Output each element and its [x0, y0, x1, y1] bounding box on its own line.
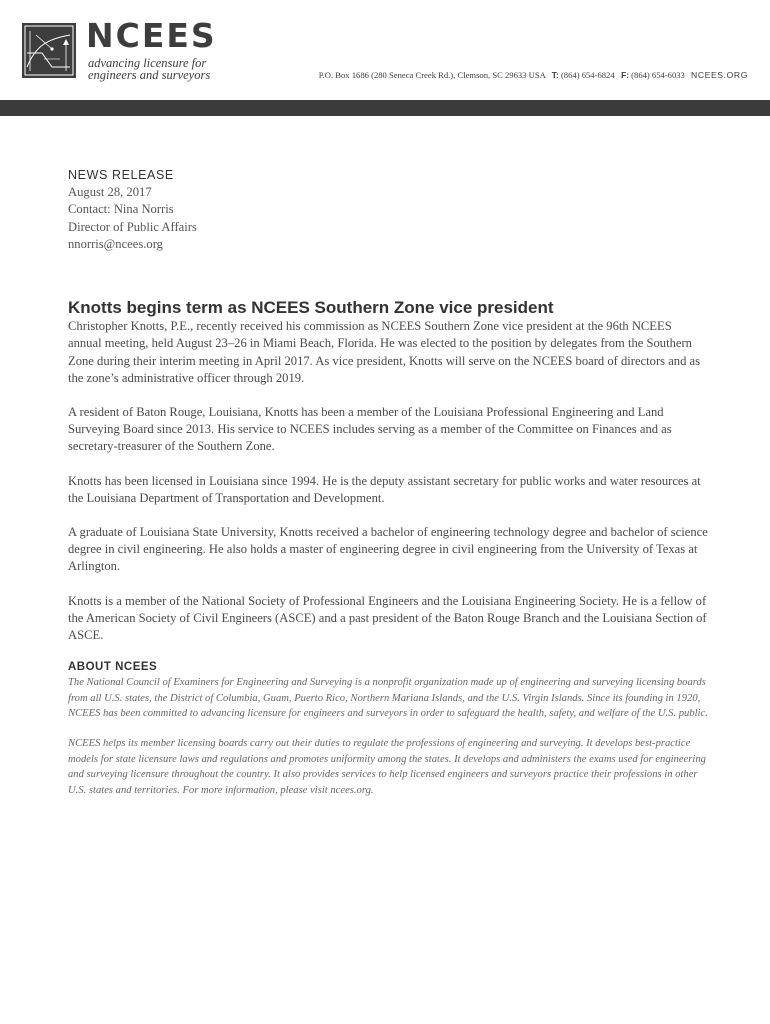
- release-date: August 28, 2017: [68, 185, 152, 199]
- phone-text: (864) 654-6824: [560, 70, 615, 80]
- contact-line: [319, 70, 748, 80]
- header-band: [0, 100, 770, 116]
- article-paragraph: A graduate of Louisiana State University, Knotts received a bachelor of engineering technology degree and bachelor of science degree in civil engineering. He also holds a master of engineering degree in civil engineering from the University of Texas at Arlington.: [68, 525, 708, 574]
- fax-label: F:: [621, 70, 629, 80]
- address-text: P.O. Box 1686 (280 Seneca Creek Rd.), Clemson, SC 29633 USA: [318, 70, 546, 80]
- phone-label: T:: [551, 70, 559, 80]
- website-link[interactable]: NCEES.ORG: [691, 70, 748, 80]
- news-release-heading: NEWS RELEASE: [68, 168, 174, 182]
- release-contact: Contact: Nina Norris: [68, 202, 174, 217]
- article-paragraph: Knotts is a member of the National Society of Professional Engineers and the Louisiana Engineering Society. He is a fellow of the American Society of Civil Engineers (ASCE) and a past president of the Baton Rouge Branch and the Louisiana Section of ASCE.: [68, 593, 707, 643]
- ncees-logo-icon: [22, 23, 76, 78]
- article-paragraph: A resident of Baton Rouge, Louisiana, Knotts has been a member of the Louisiana Professional Engineering and Land Surveying Board since 2013. His service to NCEES includes serving as a member of the Committee on Finances and as secretary-treasurer of the Southern Zone.: [68, 405, 672, 454]
- article-headline: Knotts begins term as NCEES Southern Zone vice president: [68, 298, 554, 318]
- logo-tagline: [88, 57, 210, 81]
- article-paragraph: Christopher Knotts, P.E., recently received his commission as NCEES Southern Zone vice president at the 96th NCEES annual meeting, held August 23–26 in Miami Beach, Florida. He was elected to the position by delegates from the Southern Zone during their interim meeting in April 2017. As vice president, Knotts will serve on the NCEES board of directors and as the zone’s administrative officer through 2019.: [68, 319, 701, 385]
- logo-wordmark: NCEES: [86, 16, 217, 55]
- tagline-line-1: advancing licensure for: [88, 56, 207, 70]
- release-contact-title: Director of Public Affairs: [68, 219, 197, 234]
- document-body: [68, 166, 708, 813]
- about-heading: ABOUT NCEES: [68, 661, 158, 674]
- fax-text: (864) 654-6033: [631, 70, 685, 80]
- about-paragraph: The National Council of Examiners for Engineering and Surveying is a nonprofit organization made up of engineering and surveying licensing boards from all U.S. states, the District of Columbia, Guam, Puerto Rico, Northern Mariana Islands, and the U.S. Virgin Islands. Since its founding in 1920, NCEES has been committed to advancing licensure for engineers and surveyors in order to safeguard the health, safety, and welfare of the U.S. public.: [68, 677, 708, 720]
- article-paragraph: Knotts has been licensed in Louisiana since 1994. He is the deputy assistant secretary for public works and water resources at the Louisiana Department of Transportation and Development.: [68, 473, 701, 505]
- release-email[interactable]: nnorris@ncees.org: [68, 236, 163, 251]
- about-paragraph: NCEES helps its member licensing boards carry out their duties to regulate the professions of engineering and surveying. It develops best-practice models for state licensure laws and regulations and promotes uniformity among the states. It develops and administers the exams used for engineering and surveying licensure throughout the country. It also provides services to help licensed engineers and surveyors practice their professions in other U.S. states and territories. For more information, please visit ncees.org.: [68, 738, 706, 796]
- tagline-line-2: engineers and surveyors: [88, 68, 211, 82]
- letterhead: [0, 0, 770, 100]
